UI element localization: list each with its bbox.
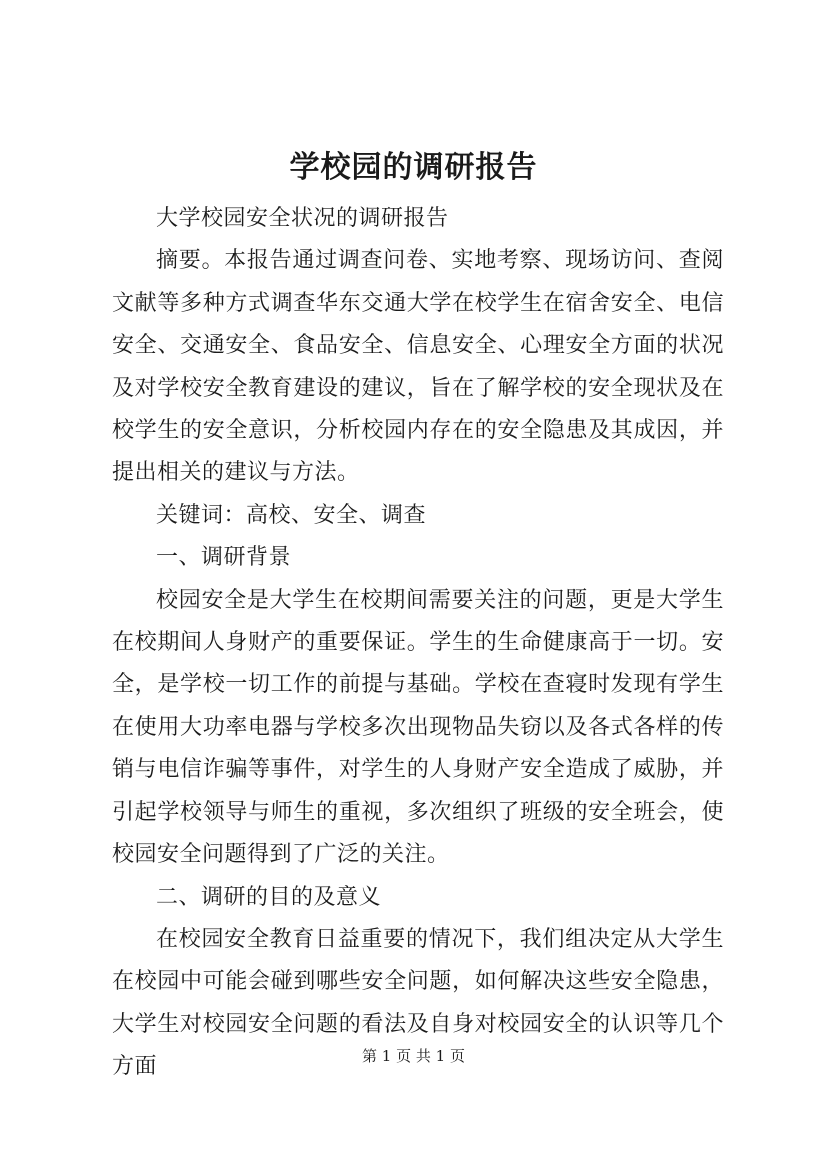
page-footer: 第 1 页 共 1 页 xyxy=(362,1047,465,1065)
purpose-paragraph: 在校园安全教育日益重要的情况下，我们组决定从大学生在校园中可能会碰到哪些安全问题，如何解决这些安全隐患，大学生对校园安全问题的看法及自身对校园安全的认识等几个方面 xyxy=(112,926,724,1080)
background-paragraph: 校园安全是大学生在校期间需要关注的问题，更是大学生在校期间人身财产的重要保证。学生的生命健康高于一切。安全，是学校一切工作的前提与基础。学校在查寝时发现有学生在使用大功率电器与学校多次出现物品失窃以及各式各样的传销与电信诈骗等事件，对学生的人身财产安全造成了威胁，并引起学校领导与师生的重视，多次组织了班级的安全班会，使校园安全问题得到了广泛的关注。 xyxy=(112,587,724,868)
section-heading-purpose: 二、调研的目的及意义 xyxy=(156,884,382,910)
keywords-line: 关键词：高校、安全、调查 xyxy=(156,502,427,528)
section-heading-background: 一、调研背景 xyxy=(156,545,292,571)
document-body xyxy=(112,198,724,1089)
document-title: 学校园的调研报告 xyxy=(289,150,538,185)
report-subtitle: 大学校园安全状况的调研报告 xyxy=(156,206,449,231)
abstract-paragraph: 摘要。本报告通过调查问卷、实地考察、现场访问、查阅文献等多种方式调查华东交通大学在校学生在宿舍安全、电信安全、交通安全、食品安全、信息安全、心理安全方面的状况及对学校安全教育建设的建议，旨在了解学校的安全现状及在校学生的安全意识，分析校园内存在的安全隐患及其成因，并提出相关的建议与方法。 xyxy=(112,248,724,486)
